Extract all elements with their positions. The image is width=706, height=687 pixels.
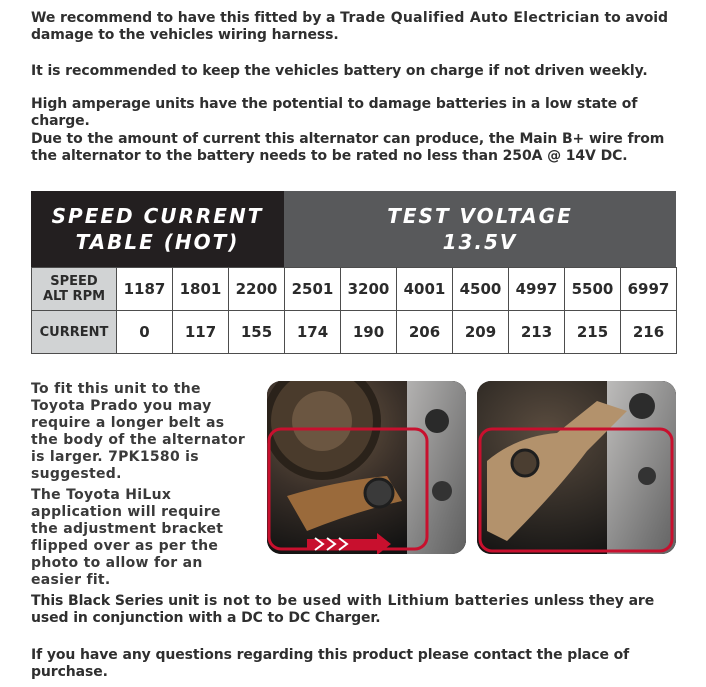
current-cell: 174 bbox=[285, 311, 341, 354]
lithium-text: This Black Series unit bbox=[31, 593, 204, 609]
rpm-cell: 2501 bbox=[285, 268, 341, 311]
lithium-warning bbox=[31, 593, 681, 627]
test-voltage-header bbox=[284, 191, 676, 267]
current-cell: 213 bbox=[509, 311, 565, 354]
lithium-emphasis: is not to be used with Lithium batteries bbox=[203, 593, 530, 609]
notice-amperage: High amperage units have the potential to damage batteries in a low state of charge. bbox=[31, 96, 638, 129]
rpm-cell: 4500 bbox=[453, 268, 509, 311]
current-cell: 206 bbox=[397, 311, 453, 354]
contact-note: If you have any questions regarding this product please contact the place of purchase. bbox=[31, 647, 630, 680]
rpm-cell: 5500 bbox=[565, 268, 621, 311]
speed-current-table bbox=[31, 191, 676, 354]
rpm-cell: 4997 bbox=[509, 268, 565, 311]
current-cell: 216 bbox=[621, 311, 677, 354]
notice-text: We recommend to have this fitted by a bbox=[31, 10, 341, 26]
rpm-cell: 4001 bbox=[397, 268, 453, 311]
table-title-line2: TABLE (HOT) bbox=[75, 230, 240, 254]
hilux-fitting-note: The Toyota HiLux application will require the adjustment bracket flipped over as per the photo to allow for an easier fit. bbox=[31, 487, 224, 588]
rpm-cell: 3200 bbox=[341, 268, 397, 311]
photo-illustration bbox=[477, 381, 676, 554]
current-cell: 209 bbox=[453, 311, 509, 354]
current-cell: 117 bbox=[173, 311, 229, 354]
table-header bbox=[31, 191, 676, 267]
rpm-cell: 2200 bbox=[229, 268, 285, 311]
table-row-rpm bbox=[32, 268, 677, 311]
current-cell: 190 bbox=[341, 311, 397, 354]
alternator-bracket-photo-1 bbox=[267, 381, 466, 554]
rpm-current-grid bbox=[31, 267, 677, 354]
rpm-cell: 6997 bbox=[621, 268, 677, 311]
notice-wire-rating: Due to the amount of current this alternator can produce, the Main B+ wire from the alternator to the battery needs to be rated no less than 250A @ 14V DC. bbox=[31, 131, 665, 164]
test-voltage-label: TEST VOLTAGE bbox=[387, 204, 573, 228]
prado-fitting-note: To fit this unit to the Toyota Prado you may require a longer belt as the body of the alternator is larger. 7PK1580 is suggested. bbox=[31, 381, 246, 482]
rpm-label-line1: SPEED bbox=[50, 274, 98, 289]
notice-battery-charge: It is recommended to keep the vehicles battery on charge if not driven weekly. bbox=[31, 63, 648, 79]
table-row-current bbox=[32, 311, 677, 354]
current-row-label: CURRENT bbox=[32, 311, 117, 354]
current-cell: 0 bbox=[117, 311, 173, 354]
current-cell: 215 bbox=[565, 311, 621, 354]
notice-electrician bbox=[31, 10, 681, 44]
table-title bbox=[31, 191, 284, 267]
rpm-row-label bbox=[32, 268, 117, 311]
rpm-label-line2: ALT RPM bbox=[42, 289, 106, 304]
rpm-cell: 1187 bbox=[117, 268, 173, 311]
alternator-bracket-photo-2 bbox=[477, 381, 676, 554]
photo-illustration bbox=[267, 381, 466, 554]
test-voltage-value: 13.5V bbox=[442, 230, 518, 254]
lithium-text: unless they are used in conjunction with a DC to DC Charger. bbox=[31, 593, 655, 626]
notice-emphasis: Trade Qualified Auto Electrician bbox=[340, 10, 600, 26]
rpm-cell: 1801 bbox=[173, 268, 229, 311]
table-title-line1: SPEED CURRENT bbox=[51, 204, 264, 228]
current-cell: 155 bbox=[229, 311, 285, 354]
notice-text: to avoid damage to the vehicles wiring harness. bbox=[31, 10, 668, 43]
